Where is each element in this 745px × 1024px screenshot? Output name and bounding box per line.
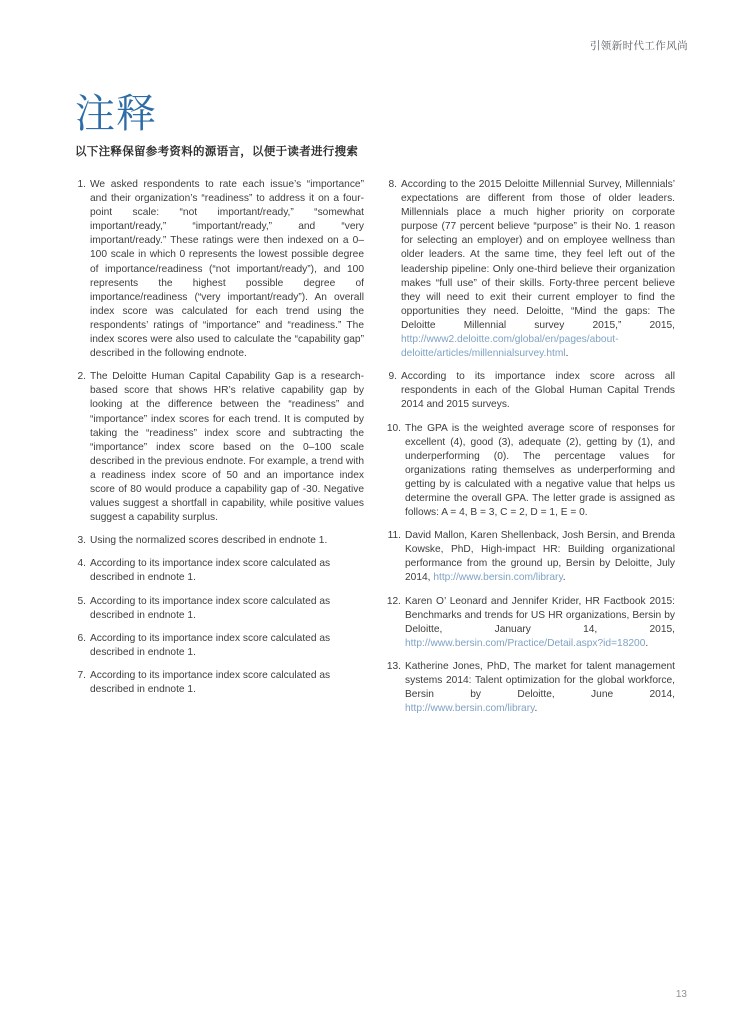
endnote-text [401,370,675,412]
endnote-number: 11. [387,530,401,542]
endnote-item [75,557,364,585]
endnote-number: 2. [77,371,86,383]
endnote-item [386,370,675,412]
endnote-text: According to its importance index score calculated as described in endnote 1. [90,595,331,621]
endnote-link[interactable]: http://www.bersin.com/library [433,572,563,584]
endnote-text-segment: Karen O’ Leonard and Jennifer Krider, HR Factbook 2015: Benchmarks and trends for US HR organizations, Bersin by Deloitte, January 14, 2015, [405,595,675,635]
endnote-item [386,422,675,521]
endnote-number: 4. [77,558,86,570]
endnote-text-segment: According to its importance index score across all respondents in each of the Global Human Capital Trends 2014 and 2015 surveys. [401,371,675,411]
endnote-number: 3. [77,535,86,547]
endnote-number: 10. [386,422,401,434]
endnote-number: 5. [77,595,86,607]
endnote-text [401,178,675,361]
endnote-text: According to its importance index score calculated as described in endnote 1. [90,558,331,584]
endnote-text-segment: The GPA is the weighted average score of responses for excellent (4), good (3), adequate (2), getting by (1), and underperforming (0). The percentage values for organizations rating themselves as underperforming and getting by is calculated with a negative value that helps us determine the overall GPA. The letter grade is assigned as follows: A = 4, B = 3, C = 2, D = 1, E = 0. [405,422,675,519]
endnote-item [75,669,364,697]
endnote-item [75,178,364,361]
endnote-number: 7. [77,669,86,681]
endnotes-column-right [386,178,675,725]
title-block [75,92,675,159]
endnotes-column-left [75,178,364,725]
endnote-text [405,529,675,585]
endnote-link[interactable]: http://www2.deloitte.com/global/en/pages/about-deloitte/articles/millennialsurvey.html [401,334,619,360]
endnote-text-segment: . [565,348,569,360]
endnote-text: Using the normalized scores described in endnote 1. [90,535,328,547]
endnotes-area [75,178,675,725]
endnote-item [386,178,675,361]
endnote-number: 13. [386,660,401,672]
endnote-text [405,595,675,651]
endnote-text-segment: . [645,637,649,649]
endnote-item [75,632,364,660]
endnote-text: According to its importance index score calculated as described in endnote 1. [90,669,331,695]
endnote-number: 12. [386,595,401,607]
endnote-number: 1. [77,179,86,190]
endnote-item [75,595,364,623]
endnote-text-segment: Katherine Jones, PhD, The market for talent management systems 2014: Talent optimization for the global workforce, Bersin by Deloitte, June 2014, [405,660,675,701]
endnote-item [386,595,675,651]
endnote-text: The Deloitte Human Capital Capability Gap is a research-based score that shows HR’s relative capability gap by looking at the difference between the “readiness” and “importance” index scores for each trend. It is computed by taking the “readiness” index score and subtracting the “importance” index score based on the 0–100 scale described in the previous endnote. For example, a trend with a readiness index score of 50 and an importance index score of 80 would produce a capability gap of -30. Negative values suggest a shortfall in capability, while positive values suggest a capability surplus. [90,371,364,524]
endnote-text [405,422,675,521]
endnote-link[interactable]: http://www.bersin.com/library [405,703,535,715]
endnote-text [405,660,675,716]
endnote-text-segment: . [562,572,566,584]
page-title: 注释 [75,91,157,137]
endnote-text-segment: David Mallon, Karen Shellenback, Josh Bersin, and Brenda Kowske, PhD, High-impact HR: Building organizational performance from the ground up, Bersin by Deloitte, July 2014, [405,530,675,584]
endnote-number: 6. [77,632,86,644]
endnote-item [75,534,364,548]
endnote-text: We asked respondents to rate each issue’s “importance” and their organization’s “readiness” to address it on a four-point scale: “not important/ready,” “somewhat important/ready,” “important/ready,” and “very important/ready.” These ratings were then indexed on a 0–100 scale in which 0 represents the lowest possible degree of importance/readiness (“not important/ready”), and 100 represents the highest possible degree of importance/readiness (“very important/ready”). An overall index score was calculated for each trend using the respondents’ ratings of “importance” and “readiness.” The index scores were also used to calculate the “capability gap” described in the following endnote. [90,179,364,360]
endnote-text: According to its importance index score calculated as described in endnote 1. [90,632,331,658]
endnote-item [75,370,364,525]
endnote-item [386,529,675,585]
page-subtitle: 以下注释保留参考资料的源语言，以便于读者进行搜索 [75,144,359,158]
page-number: 13 [675,989,687,1000]
endnote-text-segment: . [534,703,538,715]
running-header: 引领新时代工作风尚 [589,40,688,52]
endnote-item [386,660,675,716]
endnote-number: 9. [388,371,397,383]
endnote-text-segment: According to the 2015 Deloitte Millennial Survey, Millennials’ expectations are different from those of older leaders. Millennials place a much higher priority on corporate purpose (77 percent believe “purpose” is their No. 1 reason for selecting an employer) and on employee wellness than older leaders. At the same time, they feel left out of the leadership pipeline: Only one-third believe their organization makes “full use” of their skills. Forty-three percent believe they will need to exit their current employer to find the opportunities they need. Deloitte, “Mind the gaps: The Deloitte Millennial survey 2015,” 2015, [401,179,675,331]
endnote-number: 8. [388,179,397,190]
endnote-link[interactable]: http://www.bersin.com/Practice/Detail.aspx?id=18200 [405,637,646,649]
